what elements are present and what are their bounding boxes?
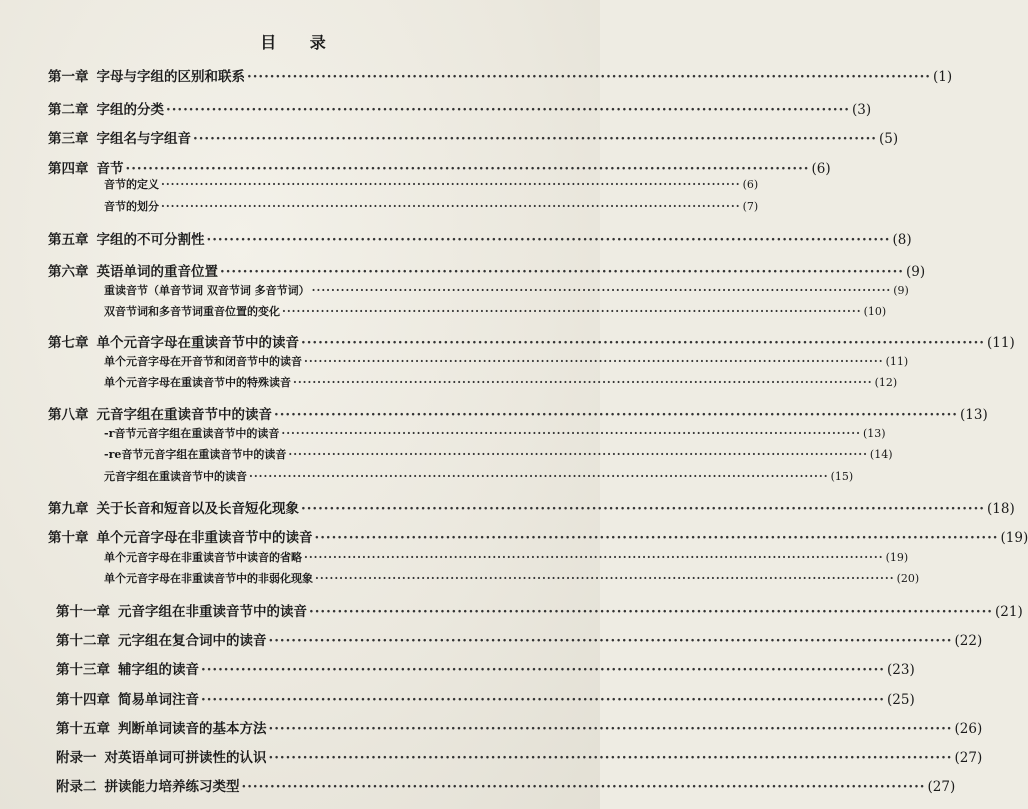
toc-page-number: (23) (887, 662, 915, 678)
toc-entry (48, 65, 953, 85)
toc-entry-title: 重读音节（单音节词 双音节词 多音节词） (104, 284, 310, 297)
toc-page-number: (9) (906, 264, 926, 280)
toc-entry (56, 600, 1023, 620)
toc-chapter-number: 第三章 (48, 131, 89, 147)
toc-chapter-number: 第十四章 (56, 692, 110, 708)
toc-page-number: (25) (887, 692, 915, 708)
toc-page-number: (6) (811, 161, 831, 177)
toc-chapter-number: 附录二 (56, 779, 97, 795)
toc-page-number: (20) (896, 572, 920, 585)
toc-chapter-number: 第八章 (48, 407, 89, 423)
toc-leader-dots: ························································································································ (301, 501, 985, 517)
toc-entry (56, 775, 956, 795)
toc-entry-title: 音节 (96, 161, 124, 177)
toc-entry (104, 468, 854, 484)
toc-entry-title: 英语单词的重音位置 (96, 264, 218, 280)
toc-entry-title: 单个元音字母在非重读音节中的读音 (96, 530, 313, 546)
toc-leader-dots: ························································································································ (293, 376, 873, 389)
toc-chapter-number: 第二章 (48, 102, 89, 118)
toc-leader-dots: ························································································································ (247, 69, 931, 85)
toc-entry-title: 元音字组在非重读音节中的读音 (118, 604, 307, 620)
toc-page-number: (26) (954, 721, 983, 737)
toc-chapter-number: 附录一 (56, 750, 97, 766)
toc-leader-dots: ························································································································ (301, 335, 985, 351)
toc-entry-title: 单个元音字母在非重读音节中的非弱化现象 (104, 572, 313, 585)
toc-entry (104, 198, 759, 214)
toc-entry (104, 549, 909, 565)
toc-entry-title: 音节的划分 (104, 200, 159, 213)
toc-entry-title: 判断单词读音的基本方法 (118, 721, 267, 737)
toc-page-number: (19) (1000, 530, 1028, 546)
toc-page-number: (19) (885, 551, 909, 564)
toc-leader-dots: ························································································································ (268, 750, 953, 766)
toc-chapter-number: 第五章 (48, 232, 89, 248)
toc-chapter-number: 第十二章 (56, 633, 110, 649)
toc-entry-title: 对英语单词可拼读性的认识 (104, 750, 267, 766)
toc-leader-dots: ························································································································ (268, 721, 953, 737)
toc-leader-dots: ························································································································ (281, 427, 861, 440)
toc-page-number: (5) (879, 131, 899, 147)
toc-entry-title: 简易单词注音 (118, 692, 199, 708)
toc-chapter-number: 第十章 (48, 530, 89, 546)
toc-entry-title: 字组的不可分割性 (96, 232, 205, 248)
toc-entry-title: 双音节词和多音节词重音位置的变化 (104, 305, 280, 318)
toc-chapter-number: 第十三章 (56, 662, 110, 678)
toc-leader-dots: ························································································································ (201, 692, 885, 708)
toc-entry (56, 629, 983, 649)
toc-leader-dots: ························································································································ (241, 779, 926, 795)
toc-entry-title: 关于长音和短音以及长音短化现象 (96, 501, 299, 517)
toc-leader-dots: ························································································································ (304, 551, 884, 564)
toc-entry-title: 元音字组在重读音节中的读音 (96, 407, 272, 423)
toc-entry (48, 526, 1028, 546)
toc-page-number: (10) (863, 305, 887, 318)
toc-entry (48, 260, 926, 280)
toc-chapter-number: 第十一章 (56, 604, 110, 620)
page-title: 目 录 (260, 33, 340, 52)
toc-leader-dots: ························································································································ (288, 448, 868, 461)
toc-entry (104, 353, 909, 369)
toc-page-number: (6) (742, 178, 759, 191)
toc-leader-dots: ························································································································ (304, 355, 884, 368)
toc-page-number: (22) (954, 633, 983, 649)
toc-page-number: (21) (995, 604, 1023, 620)
toc-entry (104, 570, 920, 586)
toc-leader-dots: ························································································································ (274, 407, 958, 423)
toc-entry (104, 282, 909, 298)
toc-entry (48, 403, 988, 423)
toc-entry (104, 446, 893, 462)
toc-entry-title: 元字组在复合词中的读音 (118, 633, 267, 649)
toc-entry-title: 字组名与字组音 (96, 131, 191, 147)
toc-page-number: (11) (885, 355, 909, 368)
toc-leader-dots: ························································································································ (315, 572, 895, 585)
toc-entry (104, 303, 887, 319)
toc-leader-dots: ························································································································ (125, 161, 810, 177)
toc-page-number: (1) (933, 69, 953, 85)
toc-entry (48, 157, 831, 177)
toc-entry (48, 331, 1015, 351)
toc-page-number: (14) (869, 448, 893, 461)
toc-page-number: (9) (893, 284, 909, 297)
toc-page-number: (7) (742, 200, 759, 213)
toc-leader-dots: ························································································································ (314, 530, 999, 546)
toc-entry-title: -re音节元音字组在重读音节中的读音 (104, 448, 287, 461)
toc-leader-dots: ························································································································ (193, 131, 877, 147)
toc-page-number: (8) (892, 232, 912, 248)
toc-leader-dots: ························································································································ (201, 662, 885, 678)
toc-leader-dots: ························································································································ (249, 470, 829, 483)
toc-chapter-number: 第四章 (48, 161, 89, 177)
toc-page-number: (18) (987, 501, 1015, 517)
toc-leader-dots: ························································································································ (309, 604, 993, 620)
toc-page-number: (11) (987, 335, 1015, 351)
toc-page-number: (27) (954, 750, 983, 766)
toc-page-number: (13) (862, 427, 886, 440)
toc-entry-title: 字母与字组的区别和联系 (96, 69, 245, 85)
toc-entry-title: 单个元音字母在非重读音节中读音的省略 (104, 551, 302, 564)
toc-entry-title: 辅字组的读音 (118, 662, 199, 678)
toc-page-number: (27) (927, 779, 956, 795)
toc-leader-dots: ························································································································ (166, 102, 850, 118)
toc-entry (104, 176, 759, 192)
toc-page-number: (3) (852, 102, 872, 118)
toc-entry (56, 746, 983, 766)
toc-chapter-number: 第六章 (48, 264, 89, 280)
toc-entry-title: 字组的分类 (96, 102, 164, 118)
toc-entry (56, 688, 915, 708)
toc-entry-title: 元音字组在重读音节中的读音 (104, 470, 247, 483)
toc-entry (48, 98, 872, 118)
toc-page-number: (13) (960, 407, 988, 423)
toc-leader-dots: ························································································································ (220, 264, 904, 280)
toc-entry-title: 音节的定义 (104, 178, 159, 191)
toc-entry (56, 658, 915, 678)
toc-entry-title: -r音节元音字组在重读音节中的读音 (104, 427, 280, 440)
toc-leader-dots: ························································································································ (161, 178, 741, 191)
toc-entry (104, 374, 898, 390)
toc-page-number: (12) (874, 376, 898, 389)
toc-leader-dots: ························································································································ (161, 200, 741, 213)
toc-leader-dots: ························································································································ (282, 305, 862, 318)
toc-entry (48, 127, 899, 147)
toc-page-number: (15) (830, 470, 854, 483)
toc-chapter-number: 第一章 (48, 69, 89, 85)
toc-entry-title: 单个元音字母在重读音节中的特殊读音 (104, 376, 291, 389)
toc-chapter-number: 第十五章 (56, 721, 110, 737)
toc-entry-title: 拼读能力培养练习类型 (104, 779, 240, 795)
toc-leader-dots: ························································································································ (268, 633, 953, 649)
toc-entry (56, 717, 983, 737)
toc-chapter-number: 第七章 (48, 335, 89, 351)
toc-entry-title: 单个元音字母在开音节和闭音节中的读音 (104, 355, 302, 368)
toc-entry (48, 497, 1015, 517)
toc-leader-dots: ························································································································ (311, 284, 892, 297)
toc-entry-title: 单个元音字母在重读音节中的读音 (96, 335, 299, 351)
toc-entry (104, 425, 886, 441)
toc-leader-dots: ························································································································ (206, 232, 891, 248)
toc-chapter-number: 第九章 (48, 501, 89, 517)
toc-entry (48, 228, 912, 248)
